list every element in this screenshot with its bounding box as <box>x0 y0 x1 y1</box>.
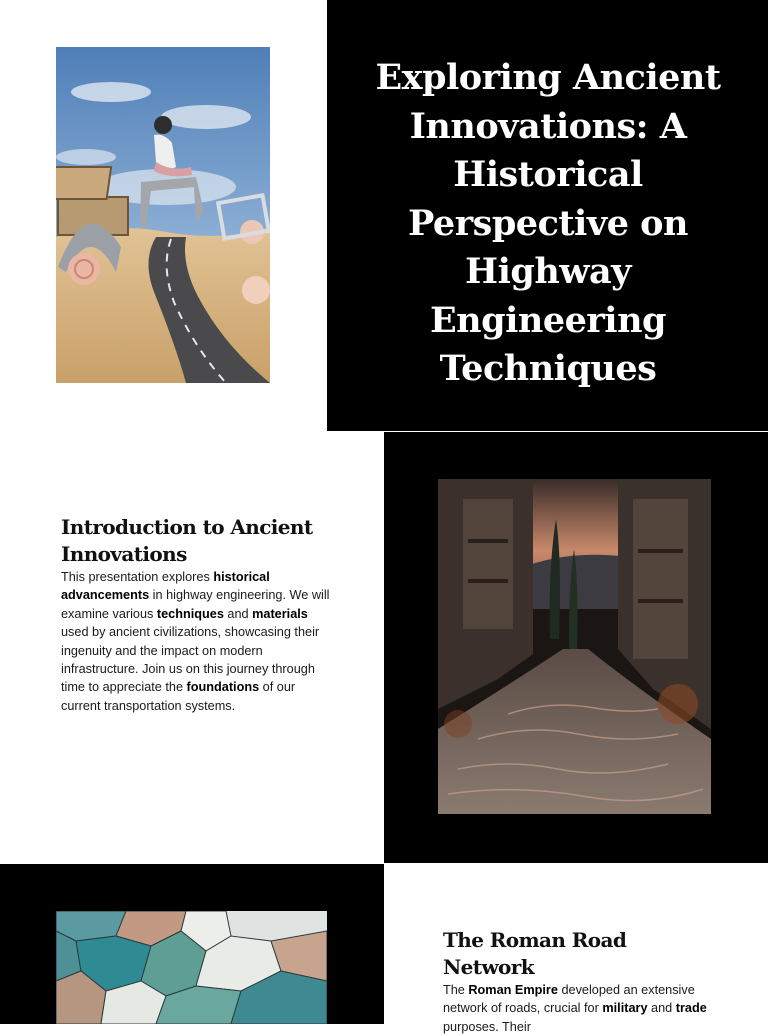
body-text: This presentation explores <box>61 570 214 584</box>
presentation-title: Exploring Ancient Innovations: A Historical Perspective on Highway Engineering Techniques <box>375 57 721 389</box>
europe-map-image <box>56 911 327 1024</box>
body-text: The <box>443 983 469 997</box>
section-body <box>61 568 333 715</box>
section-heading: Introduction to Ancient Innovations <box>61 515 313 566</box>
emphasized-term: trade <box>675 1001 707 1016</box>
body-text: developed an extensive network of roads, crucial for <box>443 983 695 1016</box>
emphasized-term: historical advancements <box>61 570 270 603</box>
emphasized-term: military <box>602 1001 648 1016</box>
ancient-stone-road-image <box>438 479 711 814</box>
surreal-road-collage-image <box>56 47 270 383</box>
section-body <box>443 981 718 1036</box>
emphasized-term: foundations <box>186 680 260 695</box>
body-text: in highway engineering. We will examine various <box>61 588 330 621</box>
section-heading: The Roman Road Network <box>443 928 627 979</box>
emphasized-term: techniques <box>156 606 224 621</box>
emphasized-term: materials <box>252 606 308 621</box>
body-text: and <box>223 606 253 621</box>
body-text: and <box>647 1001 676 1016</box>
emphasized-term: Roman Empire <box>468 983 558 997</box>
body-text: used by ancient civilizations, showcasing their ingenuity and the impact on modern infrastructure. Join us on this journey through time to appreciate the <box>61 625 320 695</box>
body-text: purposes. Their <box>443 1019 531 1034</box>
body-text: of our current transportation systems. <box>61 680 296 713</box>
